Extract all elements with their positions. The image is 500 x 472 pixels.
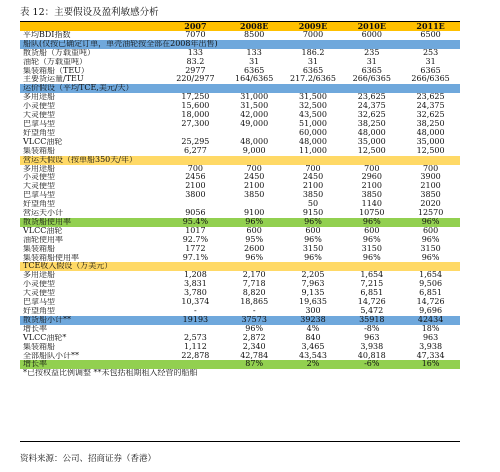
table-row — [20, 352, 460, 361]
value-cell: 12,500 — [416, 146, 445, 155]
value-cell: 95% — [245, 235, 264, 244]
row-label: 集装箱船 — [23, 342, 55, 351]
value-cell: 24,375 — [357, 102, 386, 111]
value-cell: 2450 — [302, 173, 324, 182]
value-cell — [166, 325, 225, 334]
value-cell: 6000 — [361, 30, 382, 39]
value-cell: 31 — [366, 57, 377, 66]
value-cell: 11,000 — [298, 146, 327, 155]
value-cell: 235 — [364, 48, 380, 57]
row-label: 巴拿马型 — [23, 191, 55, 200]
value-cell: 10750 — [359, 209, 385, 218]
value-cell: 95.4% — [166, 218, 225, 227]
table-row — [20, 58, 460, 67]
value-cell: 14,726 — [357, 298, 386, 307]
table-row — [20, 49, 460, 58]
value-cell: 600 — [305, 226, 321, 235]
row-label: 巴拿马型 — [23, 298, 55, 307]
value-cell: 6,851 — [419, 289, 443, 298]
value-cell: 1,208 — [183, 271, 207, 280]
row-label: VLCC油轮 — [23, 226, 63, 235]
value-cell: 96% — [342, 218, 401, 227]
value-cell: 9,000 — [242, 146, 266, 155]
value-cell: 300 — [305, 307, 321, 315]
row-label: 大灵便型 — [23, 182, 55, 191]
value-cell: 32,625 — [416, 111, 445, 120]
value-cell: 47,334 — [416, 351, 445, 360]
value-cell: 19193 — [166, 316, 225, 325]
value-cell: 18,000 — [181, 111, 210, 120]
value-cell: 600 — [246, 226, 262, 235]
value-cell: 48,000 — [298, 137, 327, 146]
value-cell: 23,625 — [416, 93, 445, 102]
table-row — [20, 111, 460, 120]
table-row — [20, 316, 460, 325]
value-cell: 1140 — [361, 200, 382, 209]
value-cell: 133 — [187, 48, 204, 57]
value-cell: 39238 — [284, 316, 343, 325]
value-cell: 2100 — [185, 182, 206, 191]
value-cell: 164/6365 — [235, 75, 274, 84]
header-cell: 2010E — [342, 22, 401, 31]
value-cell: 2,872 — [242, 333, 266, 342]
value-cell: 2100 — [361, 182, 382, 191]
value-cell: 42,784 — [240, 351, 269, 360]
value-cell: 87% — [225, 360, 284, 369]
value-cell: 600 — [364, 226, 380, 235]
table-row — [20, 129, 460, 138]
table-row — [20, 84, 460, 93]
value-cell: 51,000 — [298, 119, 327, 128]
row-label: 好望角型 — [23, 307, 55, 315]
value-cell: 31 — [425, 57, 436, 66]
value-cell: 2100 — [244, 182, 265, 191]
value-cell: 48,000 — [416, 128, 445, 137]
row-label: 集装箱船 — [23, 146, 55, 155]
value-cell: 96% — [421, 235, 440, 244]
value-cell: 2% — [284, 360, 343, 369]
table-row — [20, 102, 460, 111]
row-label: 多用途船 — [23, 93, 55, 102]
header-cell: 2011E — [401, 22, 460, 31]
value-cell: 3,938 — [419, 342, 443, 351]
value-cell: 266/6365 — [411, 75, 450, 84]
value-cell: 9,696 — [419, 307, 443, 315]
header-cell — [20, 22, 166, 31]
row-label: VLCC油轮* — [23, 333, 67, 342]
row-label: 散货船使用率 — [20, 218, 166, 227]
table-row — [20, 138, 460, 147]
value-cell: 963 — [364, 333, 380, 342]
value-cell: 31 — [307, 57, 319, 66]
value-cell: 3850 — [420, 191, 441, 200]
value-cell: 23,625 — [357, 93, 386, 102]
table-row — [20, 307, 460, 316]
value-cell: 186.2 — [301, 48, 325, 57]
value-cell: 12,500 — [357, 146, 386, 155]
table-title: 表 12：主要假设及盈利敏感分析 — [20, 7, 159, 18]
table-body — [20, 31, 460, 378]
value-cell: 253 — [422, 48, 439, 57]
table-row — [20, 254, 460, 263]
value-cell: 35,000 — [357, 137, 386, 146]
table-row — [20, 120, 460, 129]
row-label: 增长率 — [23, 324, 47, 333]
row-label: 全部船队小计** — [23, 351, 79, 360]
row-label: 多用途船 — [23, 271, 55, 280]
row-label: 集装箱船使用率 — [23, 253, 79, 262]
table-row — [20, 227, 460, 236]
header-cell: 2007 — [166, 22, 225, 31]
value-cell: 31 — [249, 57, 260, 66]
value-cell: 38,250 — [357, 119, 386, 128]
value-cell: 8500 — [244, 30, 265, 39]
value-cell: 6365 — [420, 66, 441, 75]
table-row — [20, 325, 460, 334]
table-row — [20, 298, 460, 307]
value-cell: 6,277 — [183, 146, 207, 155]
value-cell: 3,780 — [183, 289, 207, 298]
row-label: 营运天小计 — [23, 209, 63, 218]
table-row — [20, 343, 460, 352]
row-label: VLCC油轮 — [23, 137, 63, 146]
value-cell: 31,000 — [240, 93, 269, 102]
value-cell: 700 — [364, 164, 380, 173]
value-cell: 96% — [304, 235, 322, 244]
value-cell: 3800 — [185, 191, 206, 200]
value-cell: 48,000 — [240, 137, 269, 146]
header-cell: 2008E — [225, 22, 284, 31]
value-cell: 42,000 — [240, 111, 269, 120]
value-cell: 96% — [421, 253, 440, 262]
value-cell: 96% — [362, 235, 381, 244]
value-cell: 3850 — [244, 191, 265, 200]
value-cell: 40,818 — [357, 351, 386, 360]
table-row — [20, 75, 460, 84]
value-cell: 2020 — [420, 200, 441, 209]
value-cell: 700 — [246, 164, 262, 173]
value-cell: 6365 — [302, 66, 324, 75]
table-row — [20, 236, 460, 245]
value-cell: 14,726 — [416, 298, 445, 307]
value-cell: 96% — [245, 324, 264, 333]
row-label: 巴拿马型 — [23, 119, 55, 128]
value-cell: 42434 — [401, 316, 460, 325]
bottom-rule — [20, 441, 460, 442]
value-cell: 97.1% — [182, 253, 209, 262]
value-cell: 43,543 — [298, 351, 327, 360]
table-row — [20, 147, 460, 156]
value-cell: 1,112 — [183, 342, 207, 351]
value-cell: - — [252, 307, 256, 315]
table-row — [20, 360, 460, 369]
row-label: 好望角型 — [23, 200, 55, 209]
assumptions-table — [20, 22, 460, 378]
table-row — [20, 271, 460, 280]
table-row — [20, 31, 460, 40]
value-cell: 3150 — [420, 244, 441, 253]
value-cell: 133 — [246, 48, 262, 57]
value-cell: 9056 — [185, 209, 206, 218]
value-cell: 96% — [284, 218, 343, 227]
section-heading: 船队(仅按已确定订单，单壳油轮按全部在2008年出售) — [20, 40, 460, 49]
value-cell: 32,500 — [298, 102, 327, 111]
value-cell: 2450 — [244, 173, 265, 182]
value-cell: 9,135 — [301, 289, 325, 298]
value-cell: 96% — [225, 218, 284, 227]
value-cell: 2600 — [244, 244, 265, 253]
value-cell — [225, 129, 284, 138]
value-cell: 83.2 — [186, 57, 205, 66]
value-cell: 700 — [422, 164, 439, 173]
value-cell: 266/6365 — [352, 75, 391, 84]
row-label: 油轮（万载重吨） — [23, 57, 87, 66]
value-cell: 3150 — [302, 244, 324, 253]
value-cell: 6500 — [420, 30, 441, 39]
value-cell: 60,000 — [298, 128, 327, 137]
value-cell: 1772 — [185, 244, 206, 253]
value-cell: 96% — [304, 253, 322, 262]
table-row — [20, 262, 460, 271]
section-heading: 运价假设（平均TCE,美元/天） — [20, 84, 460, 93]
year-header-row — [20, 22, 460, 31]
row-label: 主要货运量/TEU — [23, 75, 84, 84]
value-cell: 50 — [307, 200, 319, 209]
section-heading: 营运天假设（按单船350天/年） — [20, 156, 460, 165]
table-row — [20, 334, 460, 343]
source-note — [20, 452, 156, 466]
table-row — [20, 165, 460, 174]
value-cell: 2,205 — [301, 271, 325, 280]
row-label: 散货船小计** — [20, 316, 166, 325]
value-cell: 4% — [306, 324, 320, 333]
value-cell: 3,938 — [360, 342, 384, 351]
table-row — [20, 209, 460, 218]
value-cell: 9,506 — [419, 280, 443, 289]
value-cell: 2,340 — [242, 342, 266, 351]
value-cell: 7,963 — [301, 280, 325, 289]
value-cell: 92.7% — [182, 235, 209, 244]
value-cell: 6365 — [361, 66, 382, 75]
table-row — [20, 67, 460, 76]
value-cell — [225, 200, 284, 209]
value-cell: 600 — [422, 226, 439, 235]
value-cell: 2,170 — [242, 271, 266, 280]
value-cell: 5,472 — [360, 307, 384, 315]
source-text: 资料来源：公司、招商证券（香港） — [20, 454, 157, 464]
value-cell: 9150 — [302, 209, 324, 218]
value-cell: -6% — [342, 360, 401, 369]
section-heading: TCE收入假设（万美元） — [20, 262, 460, 271]
value-cell: 25,295 — [181, 137, 210, 146]
value-cell: 32,625 — [357, 111, 386, 120]
value-cell: 31,500 — [298, 93, 327, 102]
value-cell: -8% — [364, 324, 380, 333]
value-cell: 15,600 — [181, 102, 210, 111]
value-cell: 24,375 — [416, 102, 445, 111]
value-cell: 2977 — [185, 66, 206, 75]
table-row — [20, 191, 460, 200]
footnote-row — [20, 369, 460, 378]
row-label: 小灵便型 — [23, 102, 55, 111]
value-cell: 18% — [421, 324, 440, 333]
table-row — [20, 40, 460, 49]
table-row — [20, 280, 460, 289]
row-label: 散货船（万载重吨） — [23, 48, 95, 57]
value-cell: 8,820 — [242, 289, 266, 298]
value-cell: 220/2977 — [176, 75, 215, 84]
value-cell: 3850 — [361, 191, 382, 200]
value-cell: 38,250 — [416, 119, 445, 128]
value-cell: 217.2/6365 — [290, 75, 336, 84]
row-label: 小灵便型 — [23, 173, 55, 182]
row-label: 大灵便型 — [23, 289, 55, 298]
value-cell: 17,250 — [181, 93, 210, 102]
value-cell: 6365 — [244, 66, 265, 75]
value-cell: 31,500 — [240, 102, 269, 111]
value-cell: 27,300 — [181, 119, 210, 128]
table-row — [20, 93, 460, 102]
value-cell: 1017 — [185, 226, 206, 235]
table-row — [20, 245, 460, 254]
value-cell: 48,000 — [357, 128, 386, 137]
value-cell — [166, 200, 225, 209]
value-cell: 12570 — [417, 209, 444, 218]
row-label: 集装箱船（TEU） — [23, 66, 89, 75]
value-cell — [166, 360, 225, 369]
value-cell: - — [194, 307, 197, 315]
value-cell: 37573 — [225, 316, 284, 325]
value-cell: 96% — [362, 253, 381, 262]
value-cell: 22,878 — [181, 351, 210, 360]
header-cell: 2009E — [284, 22, 343, 31]
table-row — [20, 200, 460, 209]
value-cell: 963 — [422, 333, 439, 342]
value-cell: 9100 — [244, 209, 265, 218]
value-cell: 7,718 — [242, 280, 266, 289]
value-cell: 43,500 — [298, 111, 327, 120]
value-cell: 700 — [187, 164, 204, 173]
value-cell: 3,465 — [301, 342, 325, 351]
table-row — [20, 173, 460, 182]
footnote: *已按权益比例调整 **未包括租期租入经营的船舶 — [23, 369, 198, 378]
value-cell: 7,215 — [360, 280, 384, 289]
value-cell — [166, 129, 225, 138]
value-cell: 18,865 — [240, 298, 269, 307]
value-cell: 6,851 — [360, 289, 384, 298]
row-label: 增长率 — [20, 360, 166, 369]
value-cell: 3850 — [302, 191, 324, 200]
value-cell: 7070 — [185, 30, 206, 39]
row-label: 好望角型 — [23, 128, 55, 137]
value-cell: 2456 — [185, 173, 206, 182]
value-cell: 19,635 — [298, 298, 327, 307]
value-cell: 10,374 — [181, 298, 210, 307]
value-cell: 2,573 — [183, 333, 207, 342]
value-cell: 700 — [305, 164, 321, 173]
value-cell: 3150 — [361, 244, 382, 253]
row-label: 多用途船 — [23, 164, 55, 173]
table-row — [20, 182, 460, 191]
value-cell: 49,000 — [240, 119, 269, 128]
value-cell: 840 — [305, 333, 321, 342]
value-cell: 2960 — [361, 173, 382, 182]
row-label: 集装箱船 — [23, 244, 55, 253]
table-row — [20, 218, 460, 227]
value-cell: 16% — [401, 360, 460, 369]
value-cell: 2100 — [420, 182, 441, 191]
value-cell: 7000 — [302, 30, 324, 39]
value-cell: 3,831 — [183, 280, 207, 289]
row-label: 大灵便型 — [23, 111, 55, 120]
value-cell: 35,000 — [416, 137, 445, 146]
row-label: 平均BDI指数 — [23, 30, 71, 39]
row-label: 小灵便型 — [23, 280, 55, 289]
row-label: 油轮使用率 — [23, 235, 63, 244]
table-row — [20, 289, 460, 298]
value-cell: 1,654 — [419, 271, 443, 280]
value-cell: 1,654 — [360, 271, 384, 280]
value-cell: 96% — [245, 253, 264, 262]
value-cell: 3900 — [420, 173, 441, 182]
value-cell: 96% — [401, 218, 460, 227]
value-cell: 2100 — [302, 182, 324, 191]
value-cell: 35918 — [342, 316, 401, 325]
table-row — [20, 156, 460, 165]
